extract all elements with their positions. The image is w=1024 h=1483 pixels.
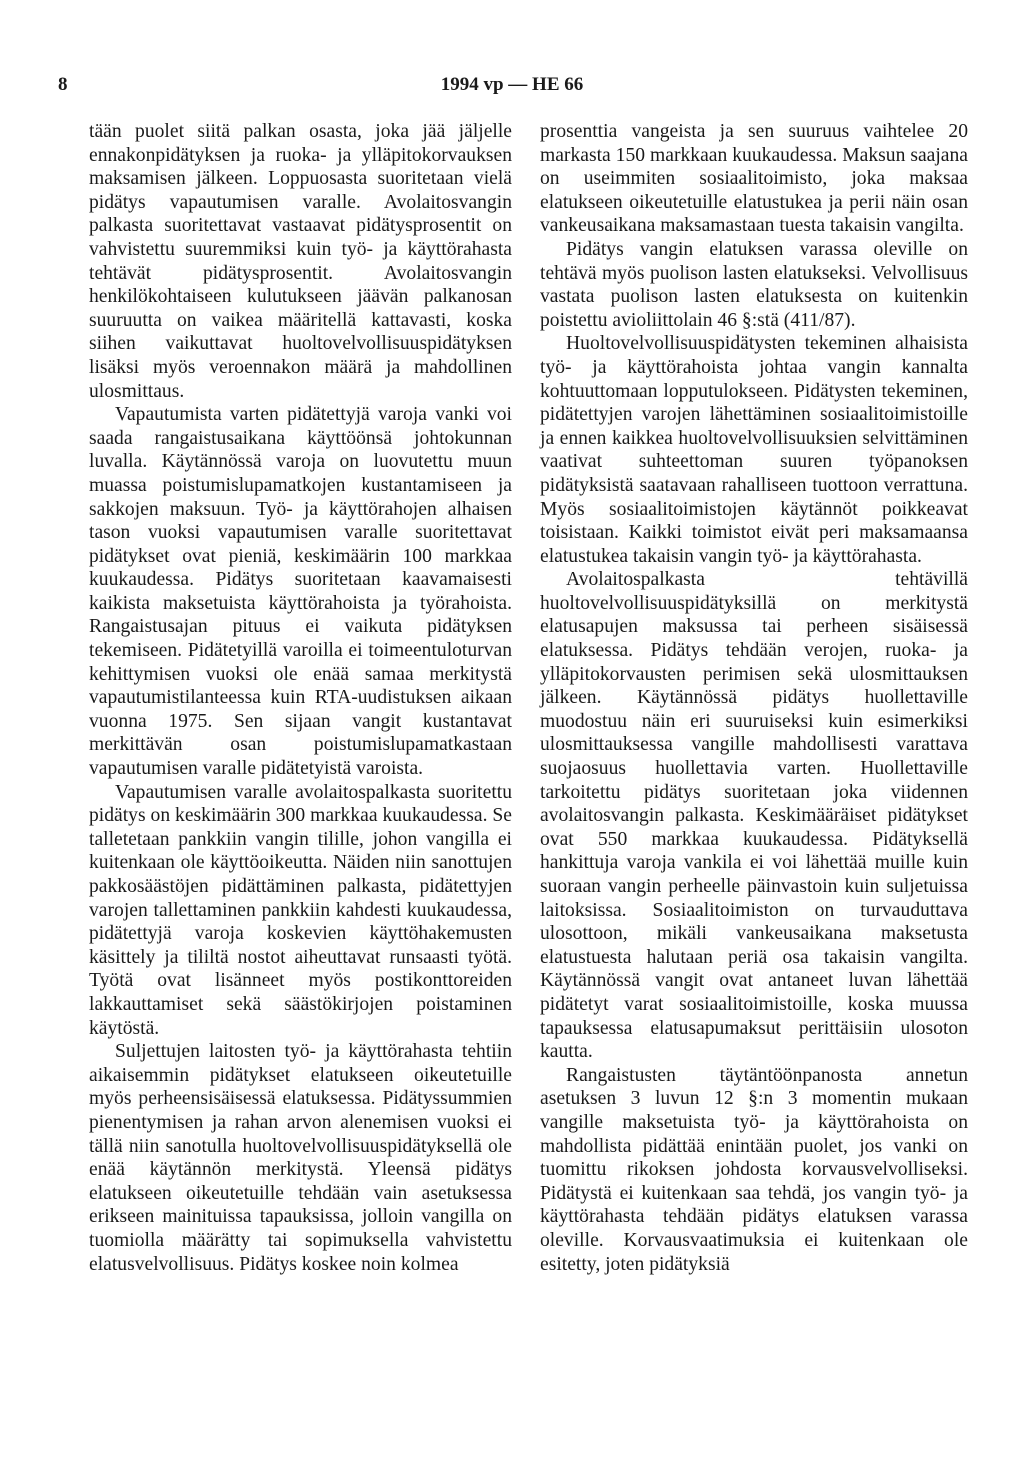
page-header <box>58 74 966 104</box>
right-paragraph-2: Pidätys vangin elatuksen varassa oleville on tehtävä myös puolison lasten elatukseksi. Velvollisuus vastata puolison lasten elatuksesta on kuitenkin poistettu avioliittolain 46 §:stä (411/87). <box>540 238 968 331</box>
left-paragraph-3: Vapautumisen varalle avolaitospalkasta suoritettu pidätys on keskimäärin 300 markkaa kuukaudessa. Se talletetaan pankkiin vangin tilille, johon vangilla ei kuitenkaan ole käyttöoikeutta. Näiden niin sanottujen pakkosäästöjen pidättäminen palkasta, pidätettyjen varojen tallettaminen pankkiin kahdesti kuukaudessa, pidätettyjä varoja koskevien käyttöhakemusten käsittely ja tililtä nostot aiheuttavat runsaasti työtä. Työtä ovat lisänneet myös postikonttoreiden lakkauttamiset sekä säästökirjojen poistaminen käytöstä. <box>89 781 512 1039</box>
right-paragraph-5: Rangaistusten täytäntöönpanosta annetun asetuksen 3 luvun 12 §:n 3 momentin mukaan vangille maksetuista työ- ja käyttörahoista on mahdollista pidättää enintään puolet, jos vanki on tuomittu rikoksen johdosta korvausvelvolliseksi. Pidätystä ei kuitenkaan saa tehdä, jos vangin työ- ja käyttörahasta tehdään pidätys elatuksen varassa oleville. Korvausvaatimuksia ei kuitenkaan ole esitetty, joten pidätyksiä <box>540 1064 968 1275</box>
running-title: 1994 vp — HE 66 <box>440 74 584 95</box>
left-paragraph-4: Suljettujen laitosten työ- ja käyttörahasta tehtiin aikaisemmin pidätykset elatukseen oikeutetuille myös perheensisäisessä elatuksessa. Pidätyssummien pienentymisen ja rahan arvon alenemisen vuoksi ei tällä niin sanotulla huoltovelvollisuuspidätyksellä ole enää käytännön merkitystä. Yleensä pidätys elatukseen oikeutetuille tehdään vain asetuksessa erikseen mainituissa tapauksissa, jolloin vangilla on tuomiolla määrätty tai sopimuksella vahvistettu elatusvelvollisuus. Pidätys koskee noin kolmea <box>89 1041 512 1275</box>
right-paragraph-4: Avolaitospalkasta tehtävillä huoltovelvollisuuspidätyksillä on merkitystä elatusapujen maksussa tai perheen sisäisessä elatuksessa. Pidätys tehdään verojen, ruoka- ja ylläpitokorvausten perimisen sekä ulosmittauksen jälkeen. Käytännössä pidätys huollettaville muodostuu näin eri suuruiseksi kuin esimerkiksi ulosmittauksessa vangille mahdollisesti varattava suojaosuus huollettavia varten. Huollettaville tarkoitettu pidätys suoritetaan joka viidennen avolaitosvangin palkasta. Keskimääräiset pidätykset ovat 550 markkaa kuukaudessa. Pidätyksellä hankittuja varoja vankila ei voi lähettää muille kuin suoraan vangin perheelle päinvastoin kuin suljetuissa laitoksissa. Sosiaalitoimiston on turvauduttava ulosottoon, mikäli vankeusaikana maksetusta elatustuesta halutaan periä osa takaisin vangilta. Käytännössä vangit ovat antaneet luvan lähettää pidätetyt varat sosiaalitoimistoille, koska muussa tapauksessa elatusapumaksut perittäisiin ulosoton kautta. <box>540 569 968 1063</box>
right-paragraph-3: Huoltovelvollisuuspidätysten tekeminen alhaisista työ- ja käyttörahoista johtaa vangin kannalta kohtuuttomaan lopputulokseen. Pidätysten tekeminen, pidätettyjen varojen lähettäminen sosiaalitoimistoille ja ennen kaikkea huoltovelvollisuuksien selvittäminen vaativat suhteettoman suuren työpanoksen pidätyksistä saatavaan rahalliseen tuottoon verrattuna. Myös sosiaalitoimistojen käytännöt poikkeavat toisistaan. Kaikki toimistot eivät peri maksamaansa elatustukea takaisin vangin työ- ja käyttörahasta. <box>540 333 968 567</box>
left-column <box>89 120 512 1276</box>
left-paragraph-1: tään puolet siitä palkan osasta, joka jää jäljelle ennakonpidätyksen ja ruoka- ja ylläpitokorvauksen maksamisen jälkeen. Loppuosasta suoritetaan vielä pidätys vapautumisen varalle. Avolaitosvangin palkasta suoritettavat vastaavat pidätysprosentit on vahvistettu suuremmiksi kuin työ- ja käyttörahasta tehtävät pidätysprosentit. Avolaitosvangin henkilökohtaiseen kulutukseen jäävän palkanosan suuruutta on vaikea määritellä kattavasti, koska siihen vaikuttavat huoltovelvollisuuspidätyksen lisäksi myös veroennakon määrä ja mahdollinen ulosmittaus. <box>89 121 512 402</box>
left-paragraph-2: Vapautumista varten pidätettyjä varoja vanki voi saada rangaistusaikana käyttöönsä johtokunnan luvalla. Käytännössä varoja on luovutettu muun muassa poistumislupamatkojen kustantamiseen ja sakkojen maksuun. Työ- ja käyttörahojen alhaisen tason vuoksi vapautumisen varalle suoritettavat pidätykset ovat pieniä, keskimäärin 100 markkaa kuukaudessa. Pidätys suoritetaan kaavamaisesti kaikista maksetuista käyttörahoista ja työrahoista. Rangaistusajan pituus ei vaikuta pidätyksen tekemiseen. Pidätetyillä varoilla ei toimeentuloturvan kehittymisen vuoksi ole enää samaa merkitystä vapautumistilanteessa kuin RTA-uudistuksen aikaan vuonna 1975. Sen sijaan vangit kustantavat merkittävän osan poistumislupamatkastaan vapautumisen varalle pidätetyistä varoista. <box>89 404 512 780</box>
page-number: 8 <box>58 74 68 95</box>
right-paragraph-1: prosenttia vangeista ja sen suuruus vaihtelee 20 markasta 150 markkaan kuukaudessa. Maksun saajana on useimmiten sosiaalitoimisto, joka maksaa elatukseen oikeutetuille elatustukea ja perii näin osan vankeusaikana maksamastaan tuesta takaisin vangilta. <box>540 121 968 237</box>
right-column <box>540 120 968 1276</box>
